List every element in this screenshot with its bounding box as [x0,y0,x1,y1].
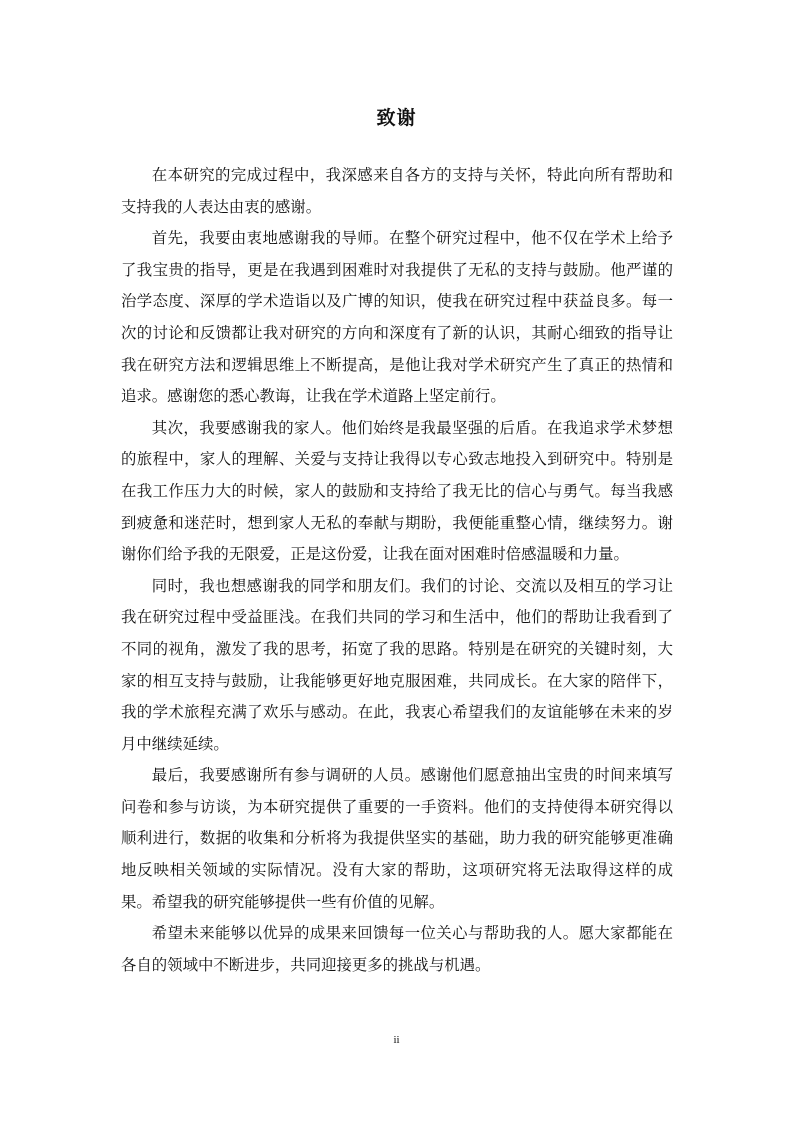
paragraph-closing: 希望未来能够以优异的成果来回馈每一位关心与帮助我的人。愿大家都能在各自的领域中不断进步，共同迎接更多的挑战与机遇。 [121,924,673,974]
paragraph-intro: 在本研究的完成过程中，我深感来自各方的支持与关怀，特此向所有帮助和支持我的人表达由衷的感谢。 [121,166,673,216]
paragraph-advisor: 首先，我要由衷地感谢我的导师。在整个研究过程中，他不仅在学术上给予了我宝贵的指导，更是在我遇到困难时对我提供了无私的支持与鼓励。他严谨的治学态度、深厚的学术造诣以及广博的知识，使我在研究过程中获益良多。每一次的讨论和反馈都让我对研究的方向和深度有了新的认识，其耐心细致的指导让我在研究方法和逻辑思维上不断提高，是他让我对学术研究产生了真正的热情和追求。感谢您的悉心教诲，让我在学术道路上坚定前行。 [121,229,673,406]
acknowledgement-body [121,160,673,981]
paragraph-friends: 同时，我也想感谢我的同学和朋友们。我们的讨论、交流以及相互的学习让我在研究过程中受益匪浅。在我们共同的学习和生活中，他们的帮助让我看到了不同的视角，激发了我的思考，拓宽了我的思路。特别是在研究的关键时刻，大家的相互支持与鼓励，让我能够更好地克服困难，共同成长。在大家的陪伴下，我的学术旅程充满了欢乐与感动。在此，我衷心希望我们的友谊能够在未来的岁月中继续延续。 [121,576,673,753]
page-title: 致谢 [376,107,417,129]
page-number: ii [393,1034,400,1046]
paragraph-participants: 最后，我要感谢所有参与调研的人员。感谢他们愿意抽出宝贵的时间来填写问卷和参与访谈，为本研究提供了重要的一手资料。他们的支持使得本研究得以顺利进行，数据的收集和分析将为我提供坚实的基础，助力我的研究能够更准确地反映相关领域的实际情况。没有大家的帮助，这项研究将无法取得这样的成果。希望我的研究能够提供一些有价值的见解。 [121,766,673,911]
paragraph-family: 其次，我要感谢我的家人。他们始终是我最坚强的后盾。在我追求学术梦想的旅程中，家人的理解、关爱与支持让我得以专心致志地投入到研究中。特别是在我工作压力大的时候，家人的鼓励和支持给了我无比的信心与勇气。每当我感到疲惫和迷茫时，想到家人无私的奉献与期盼，我便能重整心情，继续努力。谢谢你们给予我的无限爱，正是这份爱，让我在面对困难时倍感温暖和力量。 [121,418,673,564]
